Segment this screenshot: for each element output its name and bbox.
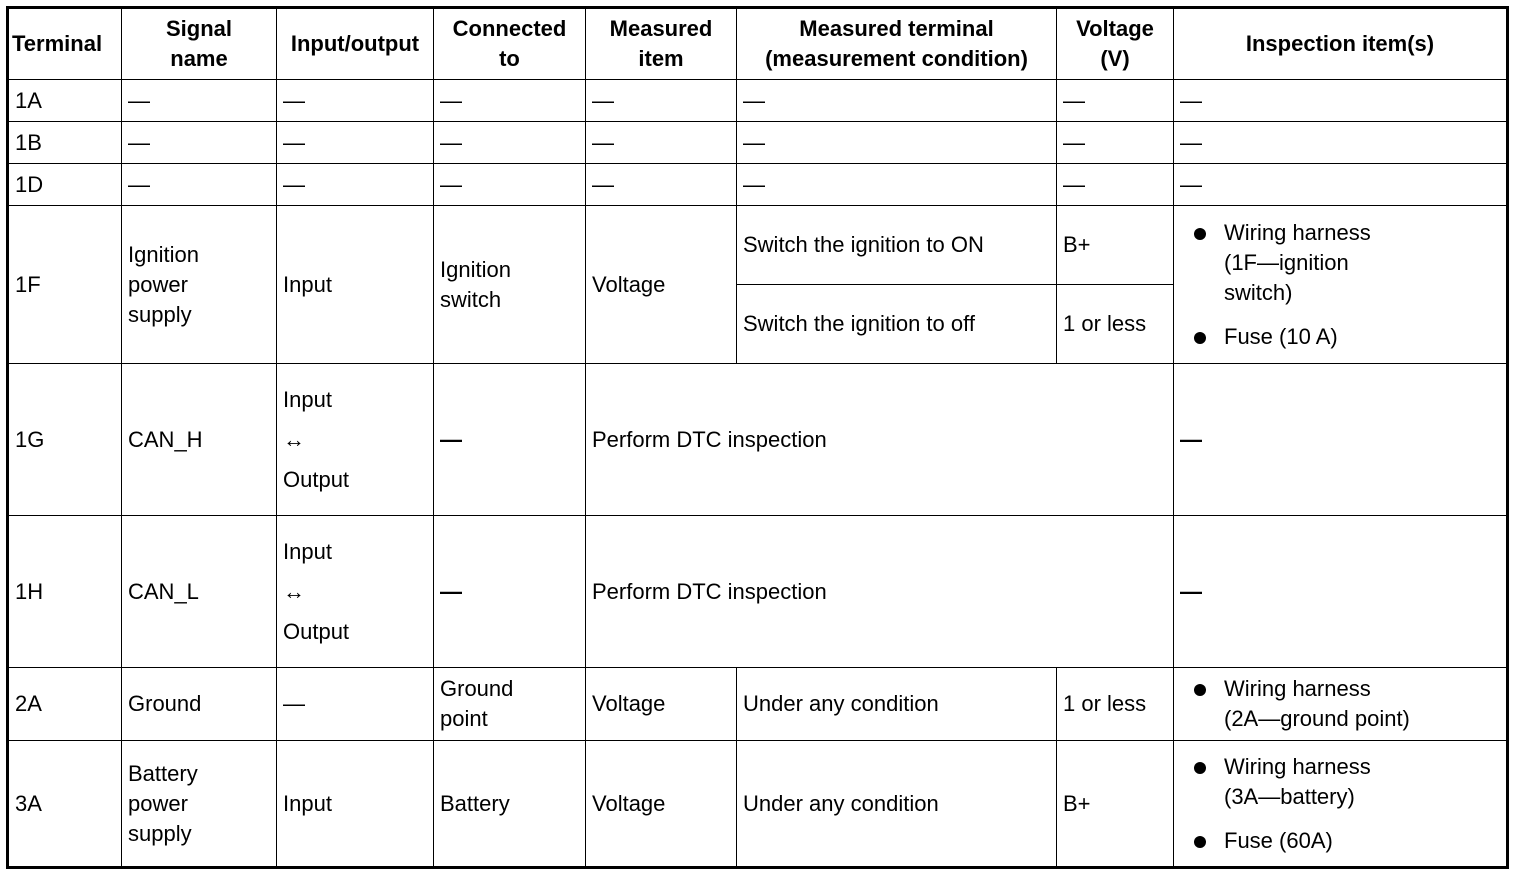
cell-item: Voltage: [586, 668, 737, 741]
bidirectional-arrow-icon: ↔: [283, 578, 305, 604]
inspection-item: Wiring harness (2A—ground point): [1224, 674, 1500, 734]
cell-condition: Under any condition: [737, 668, 1057, 741]
cell-inspection: [1174, 668, 1508, 741]
inspection-list: [1180, 752, 1500, 856]
cell-io: —: [277, 80, 434, 122]
header-row: [8, 8, 1508, 80]
table-row-1D: [8, 164, 1508, 206]
cell-terminal: 1H: [8, 516, 122, 668]
header-measured-item: Measured item: [586, 8, 737, 80]
header-measured-terminal: Measured terminal (measurement condition): [737, 8, 1057, 80]
cell-signal: —: [122, 122, 277, 164]
cell-io: [277, 516, 434, 668]
header-terminal: Terminal: [8, 8, 122, 80]
cell-terminal: 1D: [8, 164, 122, 206]
cell-condition: Under any condition: [737, 741, 1057, 868]
cell-connected: —: [434, 164, 586, 206]
table-row-1H: [8, 516, 1508, 668]
cell-terminal: 1F: [8, 206, 122, 364]
header-inspection-items: Inspection item(s): [1174, 8, 1508, 80]
header-input-output: Input/output: [277, 8, 434, 80]
cell-inspection: —: [1174, 164, 1508, 206]
cell-condition: —: [737, 80, 1057, 122]
cell-measure: Perform DTC inspection: [586, 516, 1174, 668]
cell-inspection: —: [1174, 516, 1508, 668]
table-row-1F: [8, 206, 1508, 285]
cell-condition-off: Switch the ignition to off: [737, 285, 1057, 364]
cell-connected: —: [434, 122, 586, 164]
header-voltage: Voltage (V): [1057, 8, 1174, 80]
cell-signal: Battery power supply: [122, 741, 277, 868]
cell-inspection: —: [1174, 364, 1508, 516]
cell-terminal: 2A: [8, 668, 122, 741]
cell-condition: —: [737, 122, 1057, 164]
inspection-list: [1180, 218, 1500, 352]
table-row-3A: [8, 741, 1508, 868]
cell-io: —: [277, 164, 434, 206]
cell-voltage-on: B+: [1057, 206, 1174, 285]
cell-connected: Ground point: [434, 668, 586, 741]
cell-terminal: 1A: [8, 80, 122, 122]
cell-condition: —: [737, 164, 1057, 206]
cell-voltage: —: [1057, 122, 1174, 164]
cell-item: —: [586, 122, 737, 164]
cell-voltage: 1 or less: [1057, 668, 1174, 741]
cell-condition-on: Switch the ignition to ON: [737, 206, 1057, 285]
cell-voltage: B+: [1057, 741, 1174, 868]
cell-terminal: 1G: [8, 364, 122, 516]
cell-item: Voltage: [586, 206, 737, 364]
inspection-list: [1180, 674, 1500, 734]
cell-connected: —: [434, 364, 586, 516]
io-input: Input: [283, 386, 332, 412]
cell-signal: Ignition power supply: [122, 206, 277, 364]
cell-io: Input: [277, 206, 434, 364]
cell-inspection: [1174, 741, 1508, 868]
cell-signal: Ground: [122, 668, 277, 741]
cell-signal: CAN_H: [122, 364, 277, 516]
cell-terminal: 3A: [8, 741, 122, 868]
table-row-1A: [8, 80, 1508, 122]
io-input: Input: [283, 538, 332, 564]
cell-io: —: [277, 668, 434, 741]
cell-signal: CAN_L: [122, 516, 277, 668]
cell-item: —: [586, 80, 737, 122]
cell-voltage: —: [1057, 80, 1174, 122]
cell-connected: —: [434, 516, 586, 668]
terminal-inspection-table: [6, 6, 1509, 869]
io-output: Output: [283, 618, 350, 644]
io-output: Output: [283, 466, 350, 492]
cell-io: Input: [277, 741, 434, 868]
cell-voltage-off: 1 or less: [1057, 285, 1174, 364]
cell-signal: —: [122, 80, 277, 122]
bidirectional-arrow-icon: ↔: [283, 426, 305, 452]
inspection-item: Wiring harness (3A—battery): [1224, 752, 1500, 812]
cell-item: Voltage: [586, 741, 737, 868]
cell-terminal: 1B: [8, 122, 122, 164]
inspection-item: Fuse (10 A): [1224, 322, 1500, 352]
cell-connected: Ignition switch: [434, 206, 586, 364]
inspection-item: Wiring harness (1F—ignition switch): [1224, 218, 1500, 308]
cell-measure: Perform DTC inspection: [586, 364, 1174, 516]
cell-connected: Battery: [434, 741, 586, 868]
cell-io: —: [277, 122, 434, 164]
cell-item: —: [586, 164, 737, 206]
cell-voltage: —: [1057, 164, 1174, 206]
inspection-item: Fuse (60A): [1224, 826, 1500, 856]
cell-inspection: —: [1174, 122, 1508, 164]
cell-io: [277, 364, 434, 516]
cell-inspection: [1174, 206, 1508, 364]
cell-signal: —: [122, 164, 277, 206]
table-row-2A: [8, 668, 1508, 741]
table-row-1B: [8, 122, 1508, 164]
header-connected-to: Connected to: [434, 8, 586, 80]
cell-connected: —: [434, 80, 586, 122]
table-row-1G: [8, 364, 1508, 516]
cell-inspection: —: [1174, 80, 1508, 122]
header-signal-name: Signal name: [122, 8, 277, 80]
